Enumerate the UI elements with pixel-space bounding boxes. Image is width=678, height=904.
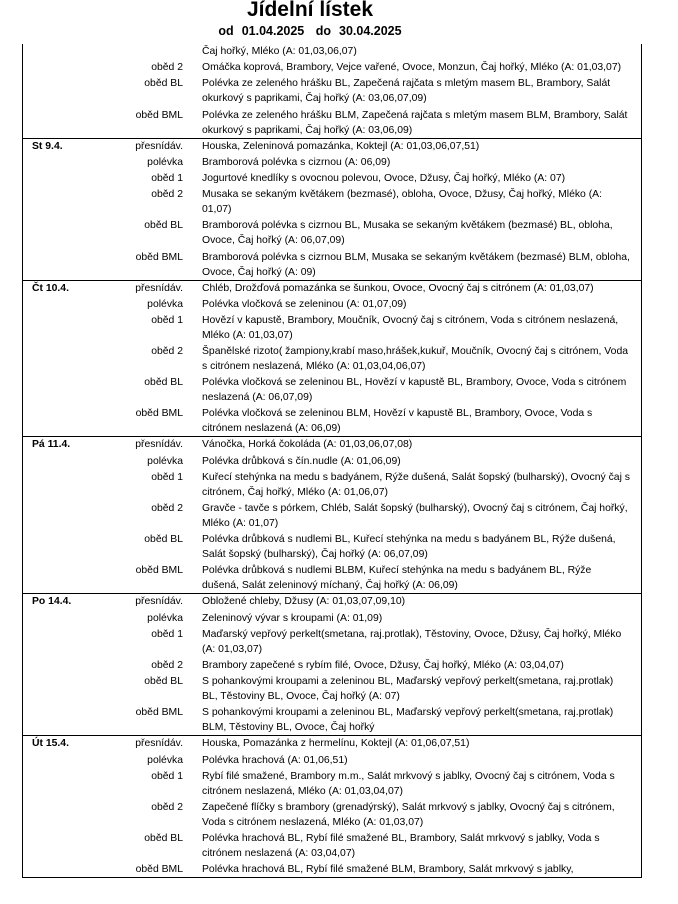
menu-row [23,800,641,830]
meal-description: Houska, Pomazánka z hermelínu, Koktejl (A: 01,06,07,51) [202,738,470,750]
meal-description: Čaj hořký, Mléko (A: 01,03,06,07) [202,46,357,57]
day-label [23,454,99,469]
meal-type: polévka [147,298,183,310]
menu-row [23,139,641,154]
meal-type: přesnídáv. [135,596,183,608]
menu-row [23,501,641,531]
meal-type: oběd BL [144,676,183,688]
day-label [23,563,99,593]
meal-type: oběd BL [144,220,183,232]
meal-type: oběd BML [135,408,183,420]
menu-row [23,736,641,751]
day-label [23,800,99,830]
menu-row [23,470,641,500]
meal-description: Polévka hrachová BL, Rybí filé smažené BLM, Brambory, Salát mrkvový s jablky, [202,864,574,876]
page-title: Jídelní lístek [246,0,374,21]
menu-row [23,281,641,296]
meal-description: Obložené chleby, Džusy (A: 01,03,07,09,10) [202,596,406,608]
meal-description: S pohankovými kroupami a zeleninou BL, Maďarský vepřový perkelt(smetana, raj.protlak) BLM, Těstoviny BL, Ovoce, Čaj hořký [202,707,614,734]
to-label: do [315,24,332,38]
meal-description: Jogurtové knedlíky s ovocnou polevou, Ovoce, Džusy, Čaj hořký, Mléko (A: 07) [202,172,566,184]
meal-description: Rybí filé smažené, Brambory m.m., Salát mrkvový s jablky, Ovocný čaj s citrónem, Voda s citrónem neslazená, Mléko (A: 01,03,04,07) [202,770,615,797]
meal-description: Polévka ze zeleného hrášku BL, Zapečená rajčata s mletým masem BL, Brambory, Salát okurkový s paprikami, Čaj hořký (A: 03,06,07,09) [202,78,611,105]
day-block [23,44,641,139]
day-label [23,753,99,768]
meal-type [99,44,183,59]
day-block [23,736,641,878]
meal-type: oběd 2 [151,346,183,358]
from-date: 01.04.2025 [241,24,305,38]
meal-type: oběd 1 [151,628,183,640]
day-label [23,674,99,704]
meal-description: Bramborová polévka s cizrnou (A: 06,09) [202,156,391,168]
meal-description: Maďarský vepřový perkelt(smetana, raj.protlak), Těstoviny, Ovoce, Džusy, Čaj hořký, Mléko (A: 01,03,07) [202,628,622,655]
day-label [23,60,99,75]
day-label [23,862,99,877]
day-label [23,313,99,343]
menu-row [23,831,641,861]
menu-row [23,454,641,469]
menu-row [23,437,641,452]
menu-row [23,611,641,626]
menu-row [23,658,641,673]
meal-description: Polévka vločková se zeleninou (A: 01,07,09) [202,298,407,310]
meal-type: polévka [147,455,183,467]
meal-description: Omáčka koprová, Brambory, Vejce vařené, Ovoce, Monzun, Čaj hořký, Mléko (A: 01,03,07) [202,62,622,74]
menu-row [23,594,641,609]
meal-description: Polévka drůbková s nudlemi BL, Kuřecí stehýnka na medu s badyánem BL, Rýže dušená, Salát šopský (bulharský), Čaj hořký (A: 06,07,09) [202,534,616,561]
meal-type: oběd BL [144,78,183,90]
meal-type: oběd BML [135,864,183,876]
day-label [23,831,99,861]
meal-type: přesnídáv. [135,738,183,750]
day-label [23,611,99,626]
meal-type: oběd 2 [151,659,183,671]
menu-row [23,313,641,343]
meal-description: Houska, Zeleninová pomazánka, Koktejl (A: 01,03,06,07,51) [202,140,480,152]
meal-description: Polévka vločková se zeleninou BLM, Hovězí v kapustě BL, Brambory, Ovoce, Voda s citrónem neslazená (A: 06,09) [202,408,593,435]
meal-type: oběd 2 [151,62,183,74]
day-label [23,187,99,217]
meal-description: Zapečené flíčky s brambory (grenadýrský), Salát mrkvový s jablky, Ovocný čaj s citrónem, Voda s citrónem neslazená, Mléko (A: 01,03,07) [202,801,615,828]
menu-row [23,44,641,59]
menu-row [23,187,641,217]
meal-type: polévka [147,612,183,624]
meal-description: Polévka hrachová (A: 01,06,51) [202,754,348,766]
menu-row [23,862,641,877]
day-label [23,532,99,562]
menu-row [23,297,641,312]
meal-type: oběd BL [144,534,183,546]
meal-description: Kuřecí stehýnka na medu s badyánem, Rýže dušená, Salát šopský (bulharský), Ovocný čaj s citrónem, Čaj hořký, Mléko (A: 01,06,07) [202,471,630,498]
day-label [23,155,99,170]
day-label [23,108,99,138]
day-label [23,406,99,436]
meal-type: přesnídáv. [135,140,183,152]
menu-table [22,44,642,878]
day-label [23,470,99,500]
menu-row [23,155,641,170]
day-block [23,281,641,438]
menu-row [23,171,641,186]
meal-type: oběd BML [135,565,183,577]
meal-type: oběd BML [135,251,183,263]
day-block [23,594,641,736]
meal-type: polévka [147,754,183,766]
meal-type: oběd 2 [151,503,183,514]
menu-row [23,60,641,75]
day-label [23,658,99,673]
meal-description: Hovězí v kapustě, Brambory, Moučník, Ovocný čaj s citrónem, Voda s citrónem neslazená, Mléko (A: 01,03,07) [202,314,619,341]
day-label [23,218,99,248]
meal-description: Bramborová polévka s cizrnou BL, Musaka se sekaným květákem (bezmasé) BL, obloha, Ovoce, Čaj hořký (A: 06,07,09) [202,220,613,247]
menu-row [23,563,641,593]
day-label: Čt 10.4. [32,282,69,294]
day-label [23,705,99,735]
day-label: St 9.4. [32,140,63,152]
menu-row [23,753,641,768]
day-label: Út 15.4. [32,738,69,750]
meal-type: oběd 1 [151,314,183,326]
menu-row [23,375,641,405]
menu-row [23,218,641,248]
menu-row [23,627,641,657]
meal-type: oběd 1 [151,172,183,184]
meal-description: Zeleninový vývar s kroupami (A: 01,09) [202,612,383,624]
day-label [23,297,99,312]
meal-type: oběd BML [135,707,183,719]
from-label: od [218,24,234,38]
meal-type: oběd 2 [151,801,183,813]
meal-description: Vánočka, Horká čokoláda (A: 01,03,06,07,08) [202,439,413,451]
day-label [23,375,99,405]
meal-type: oběd BML [135,109,183,121]
meal-description: Polévka drůbková s čín.nudle (A: 01,06,09) [202,455,401,467]
menu-row [23,406,641,436]
menu-row [23,250,641,280]
meal-type: oběd 1 [151,770,183,782]
meal-description: Polévka ze zeleného hrášku BLM, Zapečená rajčata s mletým masem BLM, Brambory, Salát okurkový s paprikami, Čaj hořký (A: 03,06,09) [202,109,628,136]
meal-description: Polévka hrachová BL, Rybí filé smažené BL, Brambory, Salát mrkvový s jablky, Voda s citrónem neslazená (A: 03,04,07) [202,833,600,860]
meal-description: S pohankovými kroupami a zeleninou BL, Maďarský vepřový perkelt(smetana, raj.protlak) BL, Těstoviny BL, Ovoce, Čaj hořký (A: 07) [202,676,614,703]
day-label [23,44,99,59]
meal-description: Musaka se sekaným květákem (bezmasé), obloha, Ovoce, Džusy, Čaj hořký, Mléko (A: 01,07) [202,189,602,216]
day-label [23,344,99,374]
menu-row [23,108,641,138]
meal-type: přesnídáv. [135,282,183,294]
day-label [23,769,99,799]
date-range [0,24,620,38]
meal-type: přesnídáv. [135,439,183,451]
meal-description: Brambory zapečené s rybím filé, Ovoce, Džusy, Čaj hořký, Mléko (A: 03,04,07) [202,659,564,671]
day-block [23,437,641,594]
meal-type: polévka [147,156,183,168]
day-label [23,627,99,657]
to-date: 30.04.2025 [339,24,402,38]
day-label [23,250,99,280]
meal-description: Španělské rizoto( žampiony,krabí maso,hrášek,kukuř, Moučník, Ovocný čaj s citrónem, Voda s citrónem neslazená, Mléko (A: 01,03,04,06,07) [202,346,629,373]
day-label [23,501,99,531]
meal-description: Chléb, Drožďová pomazánka se šunkou, Ovoce, Ovocný čaj s citrónem (A: 01,03,07) [202,282,594,294]
meal-type: oběd 1 [151,471,183,483]
meal-type: oběd BL [144,833,183,845]
day-label: Po 14.4. [32,596,72,608]
day-label: Pá 11.4. [32,439,71,451]
menu-row [23,705,641,735]
day-block [23,139,641,281]
meal-description: Bramborová polévka s cizrnou BLM, Musaka se sekaným květákem (bezmasé) BLM, obloha, Ovoce, Čaj hořký (A: 09) [202,251,630,278]
day-label [23,76,99,106]
meal-type: oběd 2 [151,189,183,201]
menu-row [23,769,641,799]
menu-row [23,532,641,562]
day-label [23,171,99,186]
meal-description: Polévka drůbková s nudlemi BLBM, Kuřecí stehýnka na medu s badyánem BL, Rýže dušená, Salát zeleninový míchaný, Čaj hořký (A: 06,09) [202,565,592,592]
menu-row [23,344,641,374]
menu-row [23,674,641,704]
meal-type: oběd BL [144,377,183,389]
meal-description: Gravče - tavče s pórkem, Chléb, Salát šopský (bulharský), Ovocný čaj s citrónem, Čaj hořký, Mléko (A: 01,07) [202,503,628,529]
meal-description: Polévka vločková se zeleninou BL, Hovězí v kapustě BL, Brambory, Ovoce, Voda s citrónem neslazená (A: 06,07,09) [202,377,627,404]
menu-row [23,76,641,106]
